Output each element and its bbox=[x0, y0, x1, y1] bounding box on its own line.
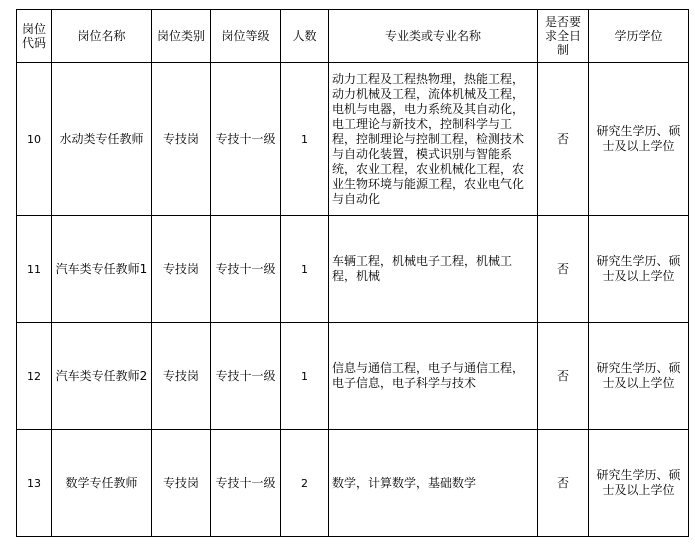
header-count: 人数 bbox=[281, 10, 329, 63]
cell-fulltime: 否 bbox=[538, 216, 589, 323]
table-row bbox=[17, 430, 689, 537]
cell-count: 1 bbox=[281, 323, 329, 430]
cell-fulltime: 否 bbox=[538, 63, 589, 216]
header-degree: 学历学位 bbox=[589, 10, 689, 63]
cell-fulltime: 否 bbox=[538, 323, 589, 430]
cell-code: 10 bbox=[17, 63, 52, 216]
cell-category: 专技岗 bbox=[152, 216, 211, 323]
table-row bbox=[17, 63, 689, 216]
header-code: 岗位代码 bbox=[17, 10, 52, 63]
cell-code: 13 bbox=[17, 430, 52, 537]
cell-level: 专技十一级 bbox=[211, 430, 281, 537]
cell-name: 数学专任教师 bbox=[52, 430, 152, 537]
cell-major: 信息与通信工程，电子与通信工程，电子信息，电子科学与技术 bbox=[329, 323, 538, 430]
cell-code: 11 bbox=[17, 216, 52, 323]
header-major: 专业类或专业名称 bbox=[329, 10, 538, 63]
cell-degree: 研究生学历、硕士及以上学位 bbox=[589, 63, 689, 216]
table-row bbox=[17, 323, 689, 430]
cell-major: 动力工程及工程热物理，热能工程，动力机械及工程，流体机械及工程，电机与电器，电力系统及其自动化，电工理论与新技术，控制科学与工程，控制理论与控制工程，检测技术与自动化装置，模式识别与智能系统，农业工程，农业机械化工程，农业生物环境与能源工程，农业电气化与自动化 bbox=[329, 63, 538, 216]
header-name: 岗位名称 bbox=[52, 10, 152, 63]
header-level: 岗位等级 bbox=[211, 10, 281, 63]
cell-level: 专技十一级 bbox=[211, 216, 281, 323]
header-fulltime: 是否要求全日制 bbox=[538, 10, 589, 63]
cell-level: 专技十一级 bbox=[211, 323, 281, 430]
positions-table bbox=[16, 9, 689, 537]
header-category: 岗位类别 bbox=[152, 10, 211, 63]
cell-degree: 研究生学历、硕士及以上学位 bbox=[589, 323, 689, 430]
header-row bbox=[17, 10, 689, 63]
cell-major: 数学，计算数学，基础数学 bbox=[329, 430, 538, 537]
cell-name: 水动类专任教师 bbox=[52, 63, 152, 216]
cell-major: 车辆工程，机械电子工程，机械工程，机械 bbox=[329, 216, 538, 323]
cell-level: 专技十一级 bbox=[211, 63, 281, 216]
cell-fulltime: 否 bbox=[538, 430, 589, 537]
cell-count: 1 bbox=[281, 216, 329, 323]
cell-degree: 研究生学历、硕士及以上学位 bbox=[589, 216, 689, 323]
cell-category: 专技岗 bbox=[152, 323, 211, 430]
cell-category: 专技岗 bbox=[152, 430, 211, 537]
cell-count: 1 bbox=[281, 63, 329, 216]
cell-category: 专技岗 bbox=[152, 63, 211, 216]
cell-name: 汽车类专任教师2 bbox=[52, 323, 152, 430]
cell-degree: 研究生学历、硕士及以上学位 bbox=[589, 430, 689, 537]
cell-code: 12 bbox=[17, 323, 52, 430]
cell-count: 2 bbox=[281, 430, 329, 537]
table-row bbox=[17, 216, 689, 323]
cell-name: 汽车类专任教师1 bbox=[52, 216, 152, 323]
